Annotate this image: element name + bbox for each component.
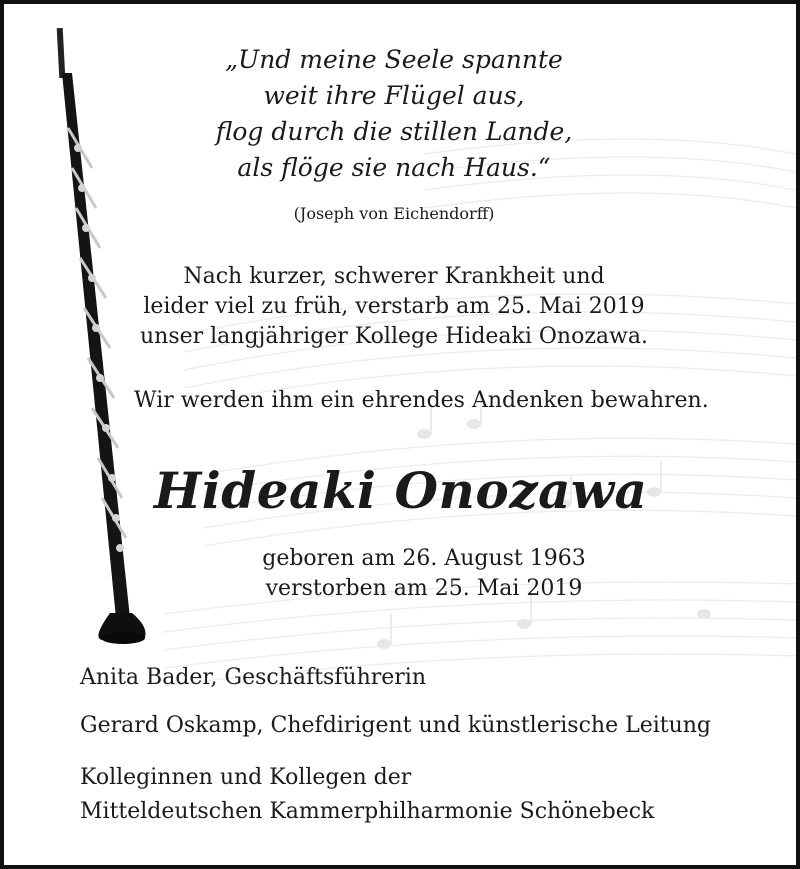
signature-line: Kolleginnen und Kollegen der [80, 765, 412, 790]
poem-quote [124, 42, 664, 186]
deceased-name: Hideaki Onozawa [154, 461, 648, 520]
quote-line: als flöge sie nach Haus.“ [237, 153, 551, 182]
quote-source: (Joseph von Eichendorff) [293, 204, 495, 223]
signature-line: Gerard Oskamp, Chefdirigent und künstlerische Leitung [80, 713, 712, 738]
quote-line: weit ihre Flügel aus, [263, 81, 525, 110]
death-date: verstorben am 25. Mai 2019 [265, 576, 583, 601]
quote-line: flog durch die stillen Lande, [215, 117, 573, 146]
birth-date: geboren am 26. August 1963 [262, 546, 586, 571]
death-announcement [124, 262, 664, 352]
quote-line: „Und meine Seele spannte [225, 45, 563, 74]
announcement-line: leider viel zu früh, verstarb am 25. Mai 2019 [143, 294, 645, 319]
announcement-line: Nach kurzer, schwerer Krankheit und [183, 264, 605, 289]
signature-line: Anita Bader, Geschäftsführerin [80, 665, 427, 690]
signature-line: Mitteldeutschen Kammerphilharmonie Schönebeck [80, 799, 655, 824]
remembrance-statement: Wir werden ihm ein ehrendes Andenken bewahren. [134, 388, 709, 413]
announcement-line: unser langjähriger Kollege Hideaki Onozawa. [139, 324, 648, 349]
